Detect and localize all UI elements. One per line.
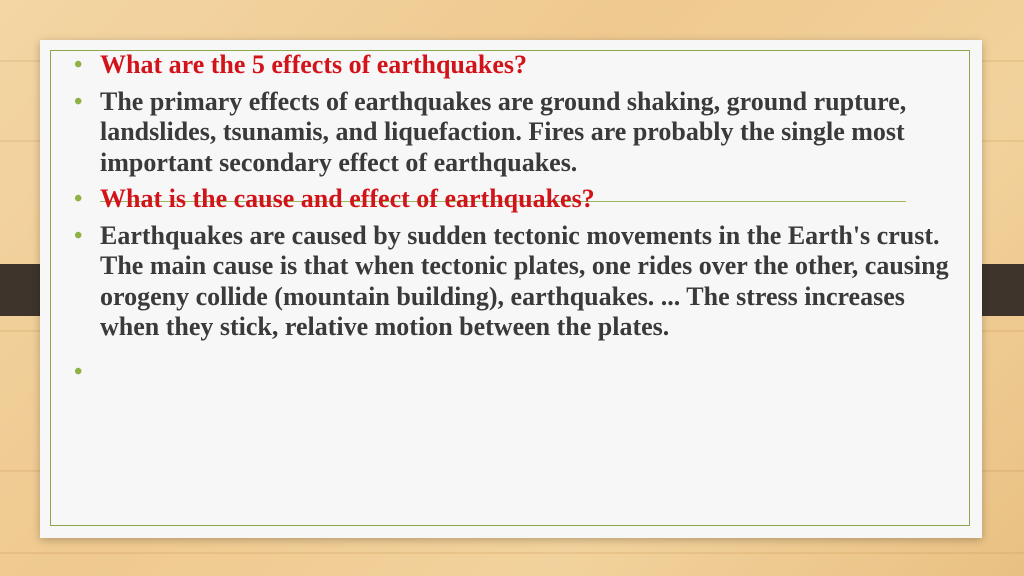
bullet-dot-icon: • [74, 358, 83, 385]
bullet-dot-icon: • [74, 52, 83, 78]
bullet-item-question-2 [72, 184, 952, 215]
bullet-text: The primary effects of earthquakes are ground shaking, ground rupture, landslides, tsunamis, and liquefaction. Fires are probably the single most important secondary effect of earthquakes. [100, 86, 907, 177]
bullet-text: What are the 5 effects of earthquakes? [100, 50, 527, 79]
bullet-text: Earthquakes are caused by sudden tectonic movements in the Earth's crust. The main cause is that when tectonic plates, one rides over the other, causing orogeny collide (mountain building), earthquakes. ... The stress increases when they stick, relative motion between the plates. [100, 220, 949, 341]
bullet-dot-icon: • [74, 222, 83, 249]
bullet-dot-icon: • [74, 88, 83, 115]
bullet-item-question-1 [72, 50, 952, 81]
bullet-text: What is the cause and effect of earthquakes? [100, 184, 595, 213]
slide-panel [40, 40, 982, 538]
left-decor-band [0, 264, 42, 316]
bullet-list [72, 50, 952, 385]
bullet-dot-icon: • [74, 186, 83, 212]
bullet-item-answer-2 [72, 221, 952, 343]
bullet-item-answer-1 [72, 87, 952, 179]
